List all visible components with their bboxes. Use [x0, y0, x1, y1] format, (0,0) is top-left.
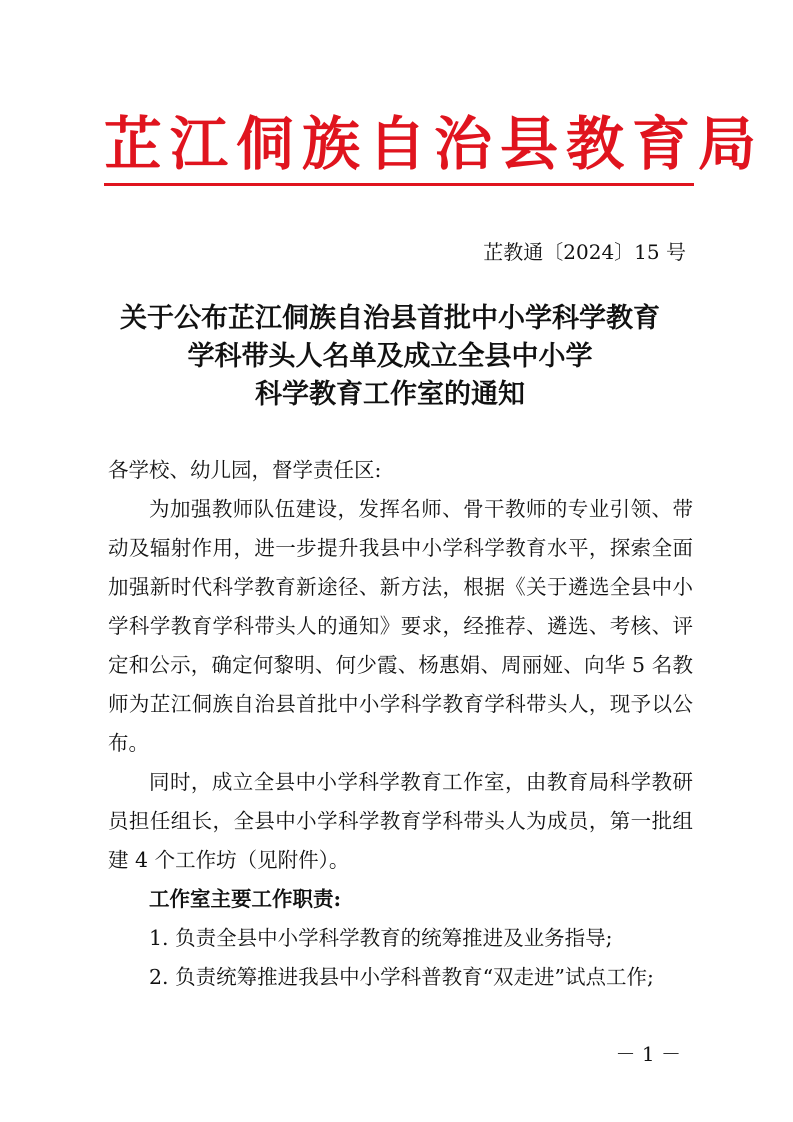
document-number: 芷教通〔2024〕15 号 [483, 240, 686, 264]
red-divider-line [104, 183, 694, 186]
duties-heading: 工作室主要工作职责: [149, 887, 342, 911]
document-title [90, 300, 690, 414]
document-body [108, 451, 693, 997]
title-line-3: 科学教育工作室的通知 [255, 379, 525, 410]
body-paragraph-1: 为加强教师队伍建设，发挥名师、骨干教师的专业引领、带动及辐射作用，进一步提升我县中小学科学教育水平，探索全面加强新时代科学教育新途径、新方法，根据《关于遴选全县中小学科学教育学科带头人的通知》要求，经推荐、遴选、考核、评定和公示，确定何黎明、何少霞、杨惠娟、周丽娅、向华 5 名教师为芷江侗族自治县首批中小学科学教育学科带头人，现予以公布。 [108, 497, 693, 755]
salutation: 各学校、幼儿园，督学责任区: [108, 458, 382, 482]
page-number: － 1 － [615, 1042, 681, 1066]
duty-item-1: 1. 负责全县中小学科学教育的统筹推进及业务指导; [149, 926, 613, 950]
title-line-1: 关于公布芷江侗族自治县首批中小学科学教育 [120, 303, 660, 334]
issuer-masthead: 芷江侗族自治县教育局 [104, 110, 765, 178]
duty-item-2: 2. 负责统筹推进我县中小学科普教育“双走进”试点工作; [149, 965, 654, 989]
body-paragraph-2: 同时，成立全县中小学科学教育工作室，由教育局科学教研员担任组长，全县中小学科学教育学科带头人为成员，第一批组建 4 个工作坊（见附件）。 [108, 770, 693, 872]
title-line-2: 学科带头人名单及成立全县中小学 [187, 341, 593, 372]
